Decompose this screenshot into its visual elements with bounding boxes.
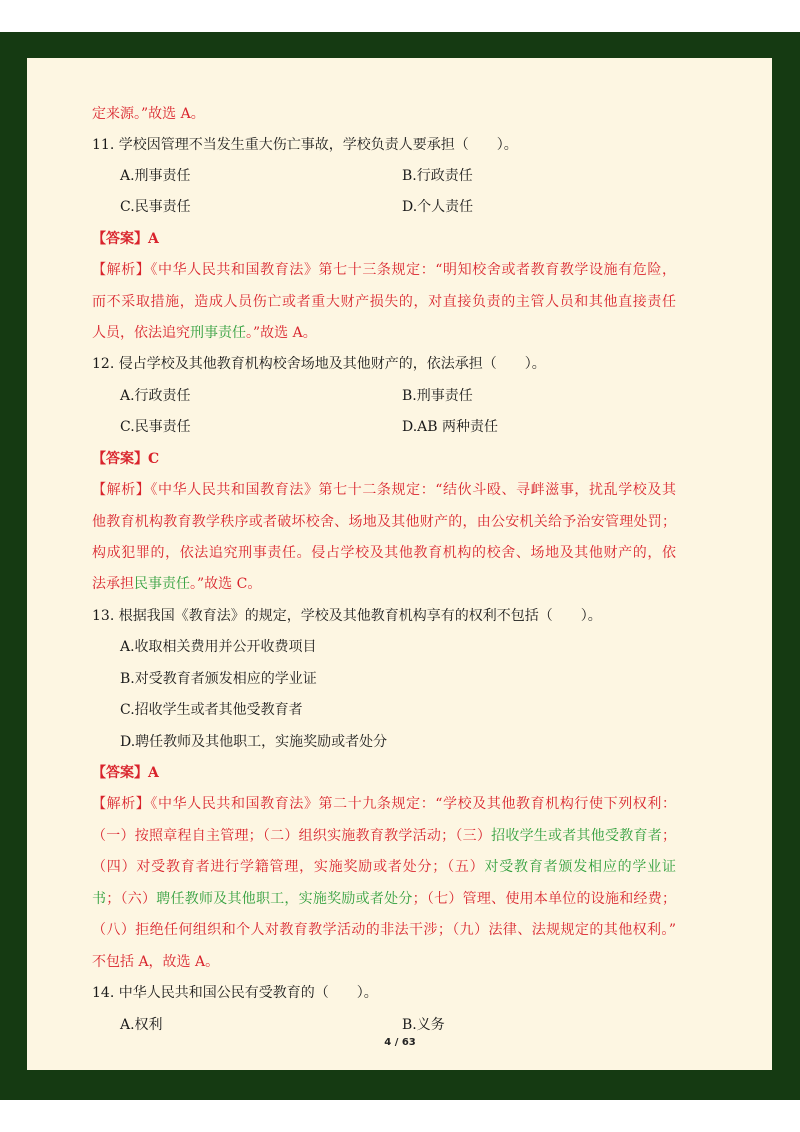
q13-analysis-line: 【解析】《中华人民共和国教育法》第二十九条规定：“学校及其他教育机构行使下列权利： [92,796,676,812]
q13-option-a: A.收取相关费用并公开收费项目 [120,639,317,655]
q13-analysis-line: 书；（六）聘任教师及其他职工，实施奖励或者处分；（七）管理、使用本单位的设施和经费； [92,891,677,907]
continuation-line: 定来源。”故选 A。 [92,106,205,122]
q13-answer: 【答案】A [92,765,159,781]
q14-option-b: B.义务 [402,1017,445,1033]
q12-analysis-line: 法承担民事责任。”故选 C。 [92,576,262,592]
q11-option-b: B.行政责任 [402,168,473,184]
q12-analysis-line: 【解析】《中华人民共和国教育法》第七十二条规定：“结伙斗殴、寻衅滋事，扰乱学校及其 [92,482,676,498]
q13-analysis-line: （四）对受教育者进行学籍管理，实施奖励或者处分；（五）对受教育者颁发相应的学业证 [92,859,677,875]
q13-analysis-line: 不包括 A，故选 A。 [92,954,220,970]
q11-analysis-line: 人员，依法追究刑事责任。”故选 A。 [92,325,317,341]
q12-answer: 【答案】C [92,451,160,467]
question-11: 11. 学校因管理不当发生重大伤亡事故，学校负责人要承担（ ）。 [92,137,518,153]
question-14: 14. 中华人民共和国公民有受教育的（ ）。 [92,985,378,1001]
page-number: 4 / 63 [384,1037,416,1048]
q12-option-a: A.行政责任 [120,388,191,404]
q12-option-c: C.民事责任 [120,419,191,435]
q11-option-a: A.刑事责任 [120,168,191,184]
q12-analysis-line: 构成犯罪的，依法追究刑事责任。侵占学校及其他教育机构的校舍、场地及其他财产的，依 [92,545,676,561]
q13-option-d: D.聘任教师及其他职工，实施奖励或者处分 [120,734,388,750]
q14-option-a: A.权利 [120,1017,163,1033]
q11-analysis-line: 【解析】《中华人民共和国教育法》第七十三条规定：“明知校舍或者教育教学设施有危险， [92,262,676,278]
q12-option-b: B.刑事责任 [402,388,473,404]
question-13: 13. 根据我国《教育法》的规定，学校及其他教育机构享有的权利不包括（ ）。 [92,608,602,624]
q13-option-b: B.对受教育者颁发相应的学业证 [120,671,317,687]
q13-option-c: C.招收学生或者其他受教育者 [120,702,303,718]
q13-analysis-line: （一）按照章程自主管理；（二）组织实施教育教学活动；（三）招收学生或者其他受教育者； [92,828,677,844]
q12-option-d: D.AB 两种责任 [402,419,499,435]
q11-option-d: D.个人责任 [402,199,474,215]
q13-analysis-line: （八）拒绝任何组织和个人对教育教学活动的非法干涉；（九）法律、法规规定的其他权利。” [92,922,676,938]
q11-analysis-line: 而不采取措施，造成人员伤亡或者重大财产损失的，对直接负责的主管人员和其他直接责任 [92,294,676,310]
question-12: 12. 侵占学校及其他教育机构校舍场地及其他财产的，依法承担（ ）。 [92,356,546,372]
q11-option-c: C.民事责任 [120,199,191,215]
q11-answer: 【答案】A [92,231,159,247]
q12-analysis-line: 他教育机构教育教学秩序或者破坏校舍、场地及其他财产的，由公安机关给予治安管理处罚； [92,514,676,530]
